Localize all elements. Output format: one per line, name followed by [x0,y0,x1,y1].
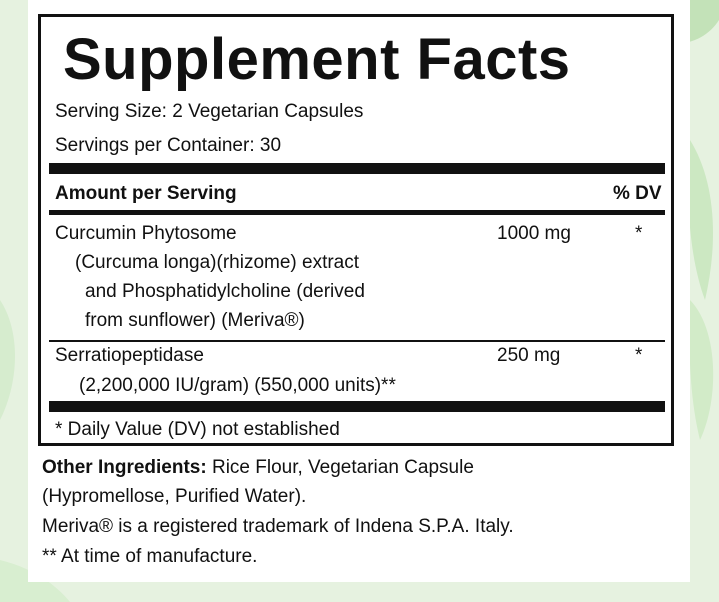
ingredient-dv: * [635,345,643,366]
other-ingredients-text: Rice Flour, Vegetarian Capsule [206,457,474,478]
servings-per-container: Servings per Container: 30 [55,135,282,156]
header-amount-per-serving: Amount per Serving [55,183,237,204]
row-divider [49,340,665,342]
label-card [28,0,690,582]
panel-title: Supplement Facts [63,27,571,92]
ingredient-name: Serratiopeptidase [55,345,204,366]
header-daily-value: % DV [613,183,662,204]
ingredient-detail: (2,200,000 IU/gram) (550,000 units)** [79,375,396,396]
supplement-facts-panel [38,14,674,446]
other-ingredients-line [42,457,474,479]
ingredient-detail: and Phosphatidylcholine (derived [85,281,365,302]
ingredient-amount: 250 mg [497,345,561,366]
medium-divider [49,210,665,215]
ingredient-dv: * [635,223,643,244]
serving-size: Serving Size: 2 Vegetarian Capsules [55,101,364,122]
other-ingredients-continued: (Hypromellose, Purified Water). [42,486,307,507]
ingredient-detail: (Curcuma longa)(rhizome) extract [75,252,360,273]
manufacture-footnote: ** At time of manufacture. [42,546,258,567]
ingredient-amount: 1000 mg [497,223,571,244]
thick-divider [49,163,665,174]
thick-divider-bottom [49,401,665,412]
trademark-notice: Meriva® is a registered trademark of Indena S.P.A. Italy. [42,516,514,537]
daily-value-footnote: * Daily Value (DV) not established [55,419,340,440]
ingredient-detail: from sunflower) (Meriva®) [85,310,305,331]
ingredient-name: Curcumin Phytosome [55,223,237,244]
other-ingredients-label: Other Ingredients: [42,457,207,478]
